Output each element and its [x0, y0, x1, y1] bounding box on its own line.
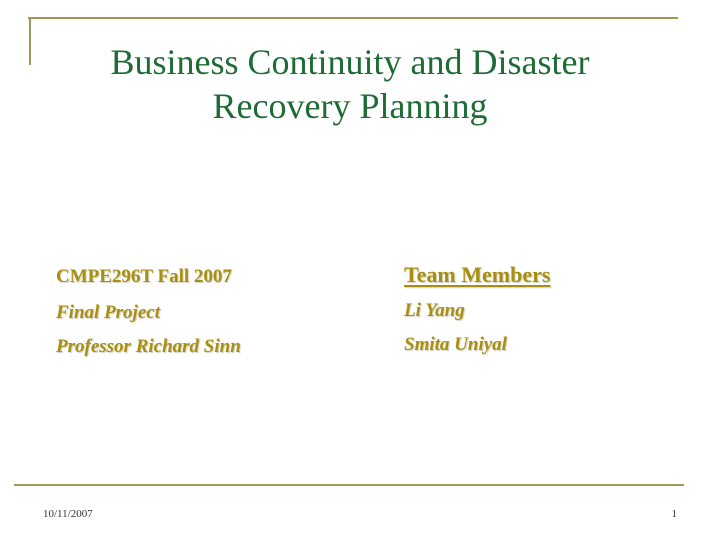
page-number: 1	[671, 508, 677, 520]
team-member: Smita Uniyal	[404, 334, 507, 355]
footer-divider-line	[14, 484, 684, 486]
slide-title	[60, 40, 640, 128]
team-block	[404, 258, 704, 362]
course-info-block	[56, 262, 376, 364]
left-accent-line	[29, 17, 31, 65]
professor-name: Professor Richard Sinn	[56, 336, 241, 357]
team-member: Li Yang	[404, 300, 465, 321]
top-divider-line	[28, 17, 678, 19]
team-members-heading: Team Members	[404, 262, 551, 287]
project-label: Final Project	[56, 302, 160, 323]
slide-title-line-2: Recovery Planning	[212, 86, 488, 126]
course-name: CMPE296T Fall 2007	[56, 266, 232, 287]
slide-title-line-1: Business Continuity and Disaster	[110, 42, 590, 82]
footer-date: 10/11/2007	[43, 508, 93, 520]
